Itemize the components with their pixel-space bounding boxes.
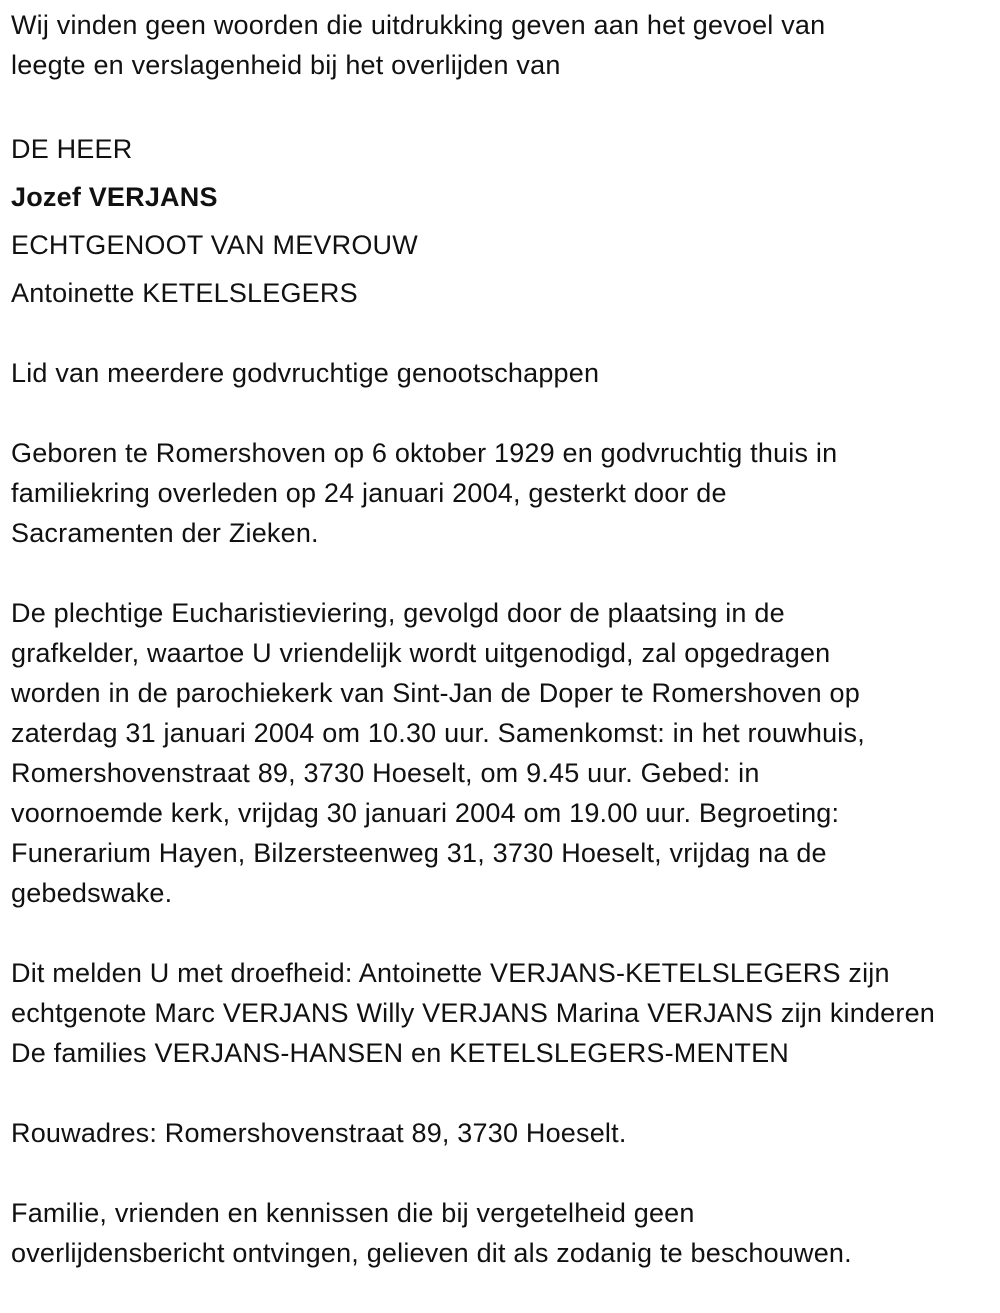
text-line: gebedswake. [11,878,173,908]
text-line: echtgenote Marc VERJANS Willy VERJANS Marina VERJANS zijn kinderen [11,998,936,1028]
text-line: Dit melden U met droefheid: Antoinette VERJANS-KETELSLEGERS zijn [11,958,890,988]
deceased-name: Jozef VERJANS [11,182,218,212]
obituary-document [11,5,1000,1313]
text-line: Wij vinden geen woorden die uitdrukking geven aan het gevoel van [11,10,826,40]
text-line: worden in de parochiekerk van Sint-Jan de Doper te Romershoven op [11,678,860,708]
text-line: leegte en verslagenheid bij het overlijden van [11,50,561,80]
text-line: zaterdag 31 januari 2004 om 10.30 uur. Samenkomst: in het rouwhuis, [11,718,865,748]
family-paragraph [11,953,1000,1073]
text-line: voornoemde kerk, vrijdag 30 januari 2004 om 19.00 uur. Begroeting: [11,798,840,828]
text-line: familiekring overleden op 24 januari 2004, gesterkt door de [11,478,727,508]
text-line: Funerarium Hayen, Bilzersteenweg 31, 3730 Hoeselt, vrijdag na de [11,838,827,868]
text-line: Familie, vrienden en kennissen die bij vergetelheid geen [11,1198,695,1228]
honorific: DE HEER [11,134,133,164]
intro-paragraph [11,5,1000,85]
closing-paragraph [11,1193,1000,1273]
text-line: grafkelder, waartoe U vriendelijk wordt uitgenodigd, zal opgedragen [11,638,831,668]
text-line: De families VERJANS-HANSEN en KETELSLEGERS-MENTEN [11,1038,789,1068]
address-paragraph [11,1113,1000,1153]
text-line: Geboren te Romershoven op 6 oktober 1929 en godvruchtig thuis in [11,438,838,468]
text-line: overlijdensbericht ontvingen, gelieven dit als zodanig te beschouwen. [11,1238,852,1268]
text-line: Sacramenten der Zieken. [11,518,319,548]
deceased-header [11,125,1000,317]
text-line: Romershovenstraat 89, 3730 Hoeselt, om 9.45 uur. Gebed: in [11,758,760,788]
text-line: Lid van meerdere godvruchtige genootschappen [11,358,600,388]
spouse-name: Antoinette KETELSLEGERS [11,278,358,308]
text-line: Rouwadres: Romershovenstraat 89, 3730 Hoeselt. [11,1118,627,1148]
ceremony-paragraph [11,593,1000,913]
text-line: De plechtige Eucharistieviering, gevolgd door de plaatsing in de [11,598,785,628]
birth-death-paragraph [11,433,1000,553]
relation: ECHTGENOOT VAN MEVROUW [11,230,418,260]
membership-paragraph [11,353,1000,393]
